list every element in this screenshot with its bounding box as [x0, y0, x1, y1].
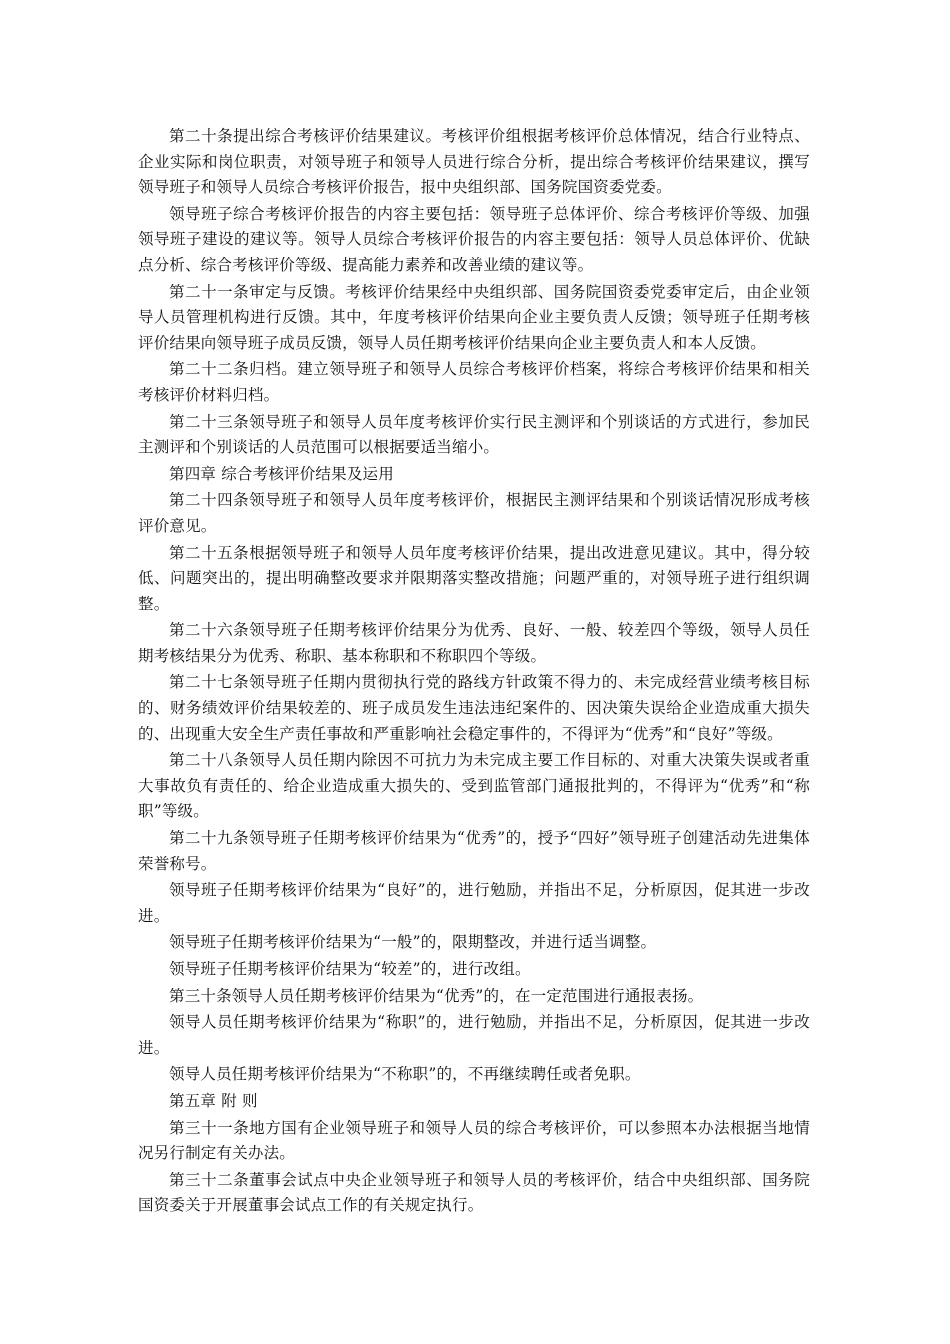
paragraph-article-22: 第二十二条归档。建立领导班子和领导人员综合考核评价档案，将综合考核评价结果和相关考核评价材料归档。 [138, 360, 810, 404]
paragraph-article-27: 第二十七条领导班子任期内贯彻执行党的路线方针政策不得力的、未完成经营业绩考核目标的、财务绩效评价结果较差的、班子成员发生违法违纪案件的、因决策失误给企业造成重大损失的、出现重大安全生产责任事故和严重影响社会稳定事件的，不得评为“优秀”和“良好”等级。 [138, 673, 810, 743]
paragraph-report-content: 领导班子综合考核评价报告的内容主要包括：领导班子总体评价、综合考核评价等级、加强领导班子建设的建议等。领导人员综合考核评价报告的内容主要包括：领导人员总体评价、优缺点分析、综合考核评价等级、提高能力素养和改善业绩的建议等。 [138, 204, 810, 274]
paragraph-article-23: 第二十三条领导班子和领导人员年度考核评价实行民主测评和个别谈话的方式进行，参加民主测评和个别谈话的人员范围可以根据要适当缩小。 [138, 412, 810, 457]
document-page [138, 124, 810, 1220]
paragraph-team-poor: 领导班子任期考核评价结果为“较差”的，进行改组。 [169, 960, 531, 978]
paragraph-article-24: 第二十四条领导班子和领导人员年度考核评价，根据民主测评结果和个别谈话情况形成考核评价意见。 [138, 491, 810, 535]
paragraph-article-20: 第二十条提出综合考核评价结果建议。考核评价组根据考核评价总体情况，结合行业特点、企业实际和岗位职责，对领导班子和领导人员进行综合分析，提出综合考核评价结果建议，撰写领导班子和领导人员综合考核评价报告，报中央组织部、国务院国资委党委。 [138, 127, 810, 197]
chapter-heading-5: 第五章 附 则 [169, 1091, 258, 1110]
paragraph-team-good: 领导班子任期考核评价结果为“良好”的，进行勉励，并指出不足，分析原因，促其进一步改进。 [138, 881, 810, 925]
paragraph-article-28: 第二十八条领导人员任期内除因不可抗力为未完成主要工作目标的、对重大决策失误或者重大事故负有责任的、给企业造成重大损失的、受到监管部门通报批判的，不得评为“优秀”和“称职”等级。 [138, 751, 810, 821]
paragraph-article-30: 第三十条领导人员任期考核评价结果为“优秀”的，在一定范围进行通报表扬。 [169, 986, 704, 1005]
chapter-heading-4: 第四章 综合考核评价结果及运用 [169, 464, 394, 483]
paragraph-article-25: 第二十五条根据领导班子和领导人员年度考核评价结果，提出改进意见建议。其中，得分较低、问题突出的，提出明确整改要求并限期落实整改措施；问题严重的，对领导班子进行组织调整。 [138, 543, 810, 613]
paragraph-article-32: 第三十二条董事会试点中央企业领导班子和领导人员的考核评价，结合中央组织部、国务院国资委关于开展董事会试点工作的有关规定执行。 [138, 1170, 810, 1215]
paragraph-leader-incompetent: 领导人员任期考核评价结果为“不称职”的，不再继续聘任或者免职。 [169, 1065, 641, 1084]
paragraph-article-21: 第二十一条审定与反馈。考核评价结果经中央组织部、国务院国资委党委审定后，由企业领导人员管理机构进行反馈。其中，年度考核评价结果向企业主要负责人反馈；领导班子任期考核评价结果向领导班子成员反馈，领导人员任期考核评价结果向企业主要负责人和本人反馈。 [138, 282, 810, 352]
paragraph-team-average: 领导班子任期考核评价结果为“一般”的，限期整改，并进行适当调整。 [169, 933, 657, 952]
paragraph-leader-competent: 领导人员任期考核评价结果为“称职”的，进行勉励，并指出不足，分析原因，促其进一步改进。 [138, 1013, 810, 1057]
paragraph-article-26: 第二十六条领导班子任期考核评价结果分为优秀、良好、一般、较差四个等级，领导人员任期考核结果分为优秀、称职、基本称职和不称职四个等级。 [138, 621, 810, 665]
paragraph-article-31: 第三十一条地方国有企业领导班子和领导人员的综合考核评价，可以参照本办法根据当地情况另行制定有关办法。 [138, 1118, 810, 1163]
paragraph-article-29: 第二十九条领导班子任期考核评价结果为“优秀”的，授予“四好”领导班子创建活动先进集体荣誉称号。 [138, 829, 810, 873]
